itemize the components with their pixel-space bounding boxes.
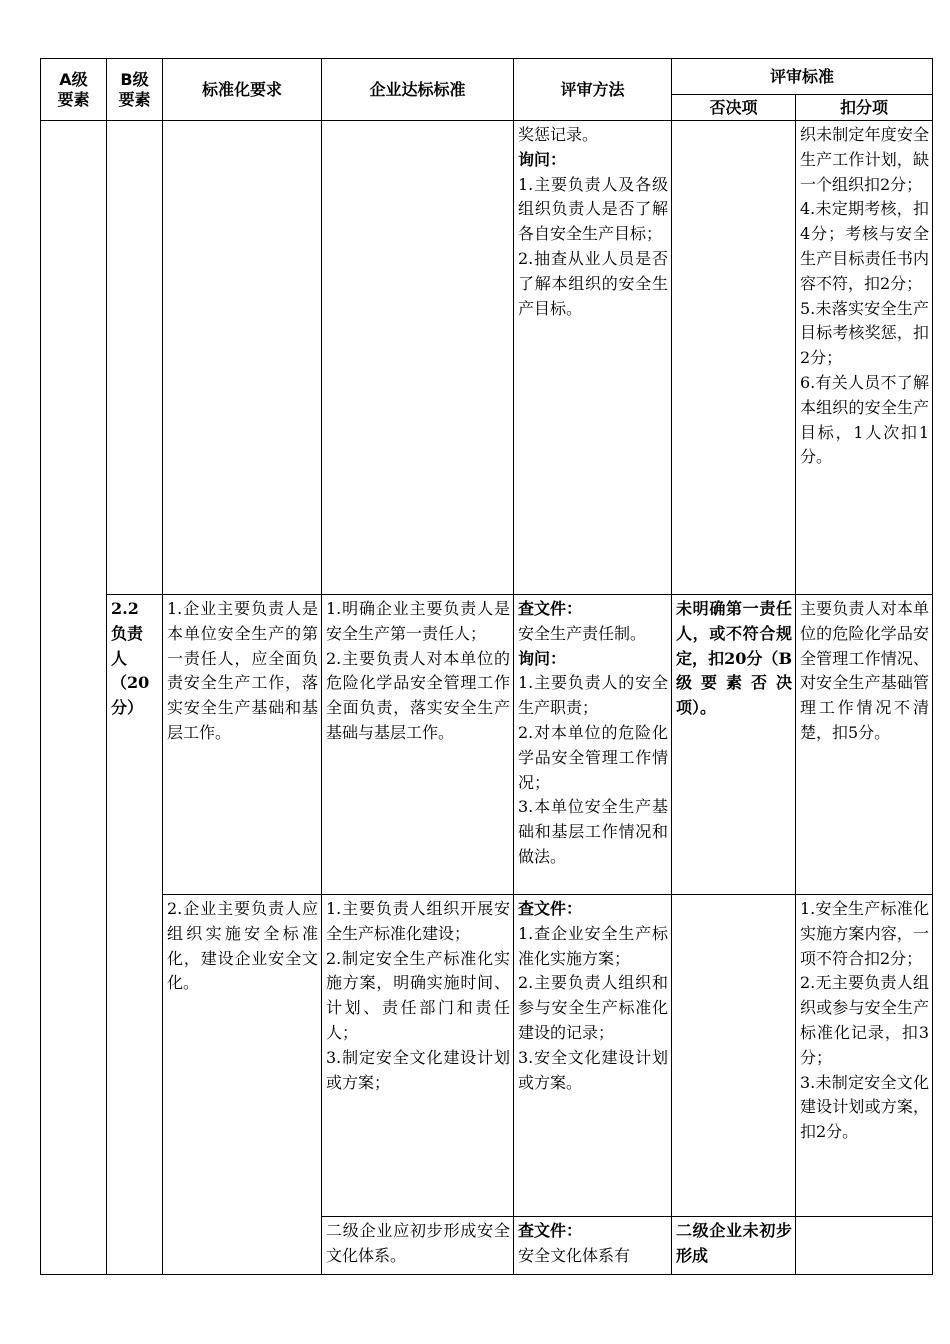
header-enterprise-standard: 企业达标标准 (322, 59, 514, 121)
standard-cell: 1.主要负责人组织开展安全生产标准化建设； 2.制定安全生产标准化实施方案，明确实施时间、计划、责任部门和责任人； 3.制定安全文化建设计划或方案； (322, 895, 514, 1217)
deduction-cell: 织未制定年度安全生产工作计划，缺一个组织扣2分； 4.未定期考核，扣4分；考核与安全生产目标责任书内容不符，扣2分； 5.未落实安全生产目标考核奖惩，扣2分； 6.有关人员不了解本组织的安全生产目标，1人次扣1分。 (796, 121, 933, 595)
header-b-level: B级 要素 (107, 59, 163, 121)
veto-cell: 未明确第一责任人，或不符合规定，扣20分（B级要素否决项）。 (672, 595, 796, 895)
standard-cell (322, 121, 514, 595)
header-a-level: A级 要素 (41, 59, 107, 121)
review-standard-table (40, 58, 933, 1275)
method-cell: 奖惩记录。 询问： 1.主要负责人及各级组织负责人是否了解各自安全生产目标； 2.抽查从业人员是否了解本组织的安全生产目标。 (514, 121, 672, 595)
header-requirement: 标准化要求 (163, 59, 322, 121)
table-row (41, 895, 933, 1217)
standard-cell: 1.明确企业主要负责人是安全生产第一责任人； 2.主要负责人对本单位的危险化学品安全管理工作全面负责，落实安全生产基础与基层工作。 (322, 595, 514, 895)
header-review-method: 评审方法 (514, 59, 672, 121)
veto-cell (672, 895, 796, 1217)
veto-cell: 二级企业未初步形成 (672, 1217, 796, 1275)
requirement-cell (163, 121, 322, 595)
requirement-cell: 2.企业主要负责人应组织实施安全标准化，建设企业安全文化。 (163, 895, 322, 1275)
requirement-cell: 1.企业主要负责人是本单位安全生产的第一责任人，应全面负责安全生产工作，落实安全生产基础和基层工作。 (163, 595, 322, 895)
method-cell: 查文件： 安全生产责任制。 询问： 1.主要负责人的安全生产职责； 2.对本单位的危险化学品安全管理工作情况； 3.本单位安全生产基础和基层工作情况和做法。 (514, 595, 672, 895)
method-cell: 查文件： 安全文化体系有 (514, 1217, 672, 1275)
deduction-cell: 1.安全生产标准化实施方案内容，一项不符合扣2分； 2.无主要负责人组织或参与安全生产标准化记录，扣3分； 3.未制定安全文化建设计划或方案，扣2分。 (796, 895, 933, 1217)
standard-cell: 二级企业应初步形成安全文化体系。 (322, 1217, 514, 1275)
b-level-cell: 2.2 负责 人 （20 分） (107, 595, 163, 1275)
table-row (41, 121, 933, 595)
table-row (41, 595, 933, 895)
deduction-cell: 主要负责人对本单位的危险化学品安全管理工作情况、对安全生产基础管理工作情况不清楚，扣5分。 (796, 595, 933, 895)
a-level-cell (41, 121, 107, 1275)
method-cell: 查文件： 1.查企业安全生产标准化实施方案； 2.主要负责人组织和参与安全生产标准化建设的记录； 3.安全文化建设计划或方案。 (514, 895, 672, 1217)
b-level-cell (107, 121, 163, 595)
deduction-cell (796, 1217, 933, 1275)
header-review-standard: 评审标准 (672, 59, 933, 95)
header-veto: 否决项 (672, 95, 796, 121)
veto-cell (672, 121, 796, 595)
header-deduction: 扣分项 (796, 95, 933, 121)
